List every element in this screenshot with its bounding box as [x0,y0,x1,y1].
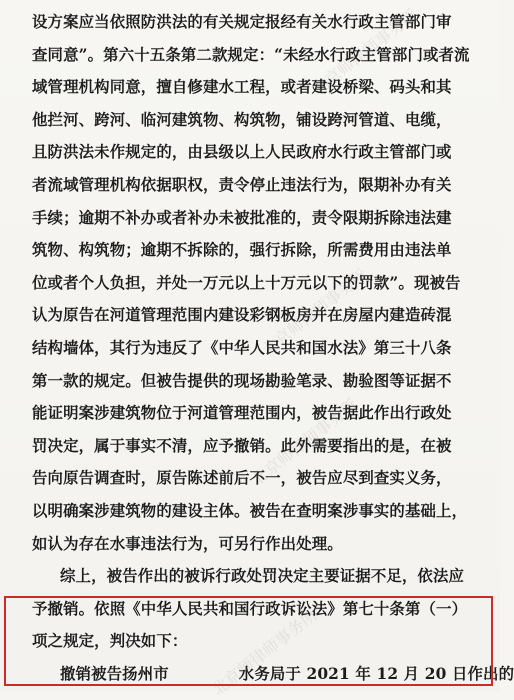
text-line: 告向原告调查时，原告陈述前后不一，被告应尽到查实义务， [32,469,452,488]
text-line: 位或者个人负担，并处一万元以上十万元以下的罚款”。现被告 [32,273,461,292]
text-line: 筑物、构筑物；逾期不拆除的，强行拆除，所需费用由违法单 [32,241,452,260]
text-line: 且防洪法未作规定的，由县级以上人民政府水行政主管部门或 [32,143,452,162]
text-line: 者流域管理机构依据职权，责令停止违法行为，限期补办有关 [32,175,452,194]
text-fragment-before: 撤销被告扬州市 [60,664,169,683]
text-line: 予撤销。依照《中华人民共和国行政诉讼法》第七十条第（一） [32,599,468,618]
watermark: 北京师律师事务所 [308,5,421,100]
text-line: 综上，被告作出的被诉行政处罚决定主要证据不足，依法应 [60,567,465,586]
text-line: 罚决定，属于事实不清，应予撤销。此外需要指出的是，在被 [32,436,452,455]
text-line: 第一款的规定。但被告提供的现场勘验笔录、勘验图等证据不 [32,371,452,390]
text-fragment-after: 水务局于 2021 年 12 月 20 日作出的 [238,664,514,683]
text-line: 能证明案涉建筑物位于河道管理范围内，被告据此作出行政处 [32,404,452,423]
highlight-box [4,596,493,686]
text-line: 认为原告在河道管理范围内建设彩钢板房并在房屋内建造砖混 [32,306,452,325]
text-line: 查同意”。第六十五条第二款规定：“未经水行政主管部门或者流 [32,45,470,64]
text-line: 以明确案涉建筑物的建设主体。被告在查明案涉事实的基础上， [32,501,468,520]
text-line: 手续；逾期不补办或者补办未被批准的，责令限期拆除违法建 [32,208,452,227]
watermark: 北京师律师事务所 [208,605,321,700]
text-line: 设方案应当依照防洪法的有关规定报经有关水行政主管部门审 [32,13,452,31]
text-line: 结构墙体，其行为违反了《中华人民共和国水法》第三十八条 [32,338,452,357]
watermark: 北京师律师事务所 [258,265,371,360]
text-line: 如认为存在水事违法行为，可另行作出处理。 [32,534,343,553]
judgment-text [32,6,514,690]
text-line: 域管理机构同意，擅自修建水工程，或者建设桥梁、码头和其 [32,78,452,97]
watermark: 北京师律师事务所 [248,395,361,490]
text-line: 项之规定，判决如下： [32,632,188,651]
text-line: 他拦河、跨河、临河建筑物、构筑物，铺设跨河管道、电缆， [32,110,452,129]
